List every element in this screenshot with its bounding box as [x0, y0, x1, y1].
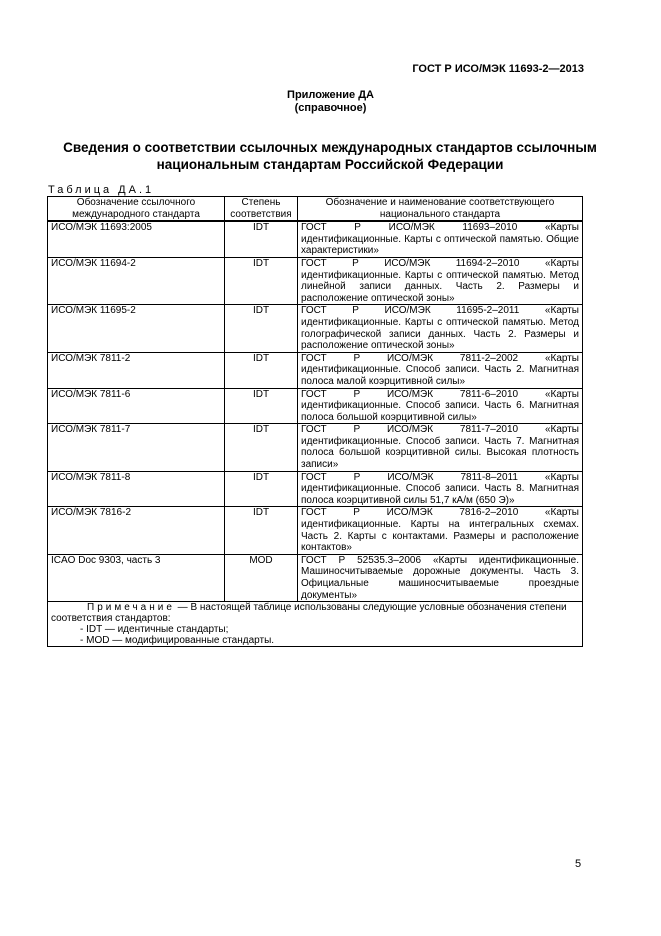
- cell-degree: IDT: [225, 221, 298, 257]
- cell-degree: IDT: [225, 257, 298, 304]
- cell-intl-standard: ИСО/МЭК 11695-2: [48, 305, 225, 352]
- cell-intl-standard: ИСО/МЭК 7811-8: [48, 471, 225, 507]
- cell-degree: IDT: [225, 471, 298, 507]
- table-row: [48, 507, 583, 554]
- cell-degree: IDT: [225, 305, 298, 352]
- table-row: [48, 221, 583, 257]
- table-caption: Таблица ДА.1: [48, 184, 155, 196]
- cell-national-standard: ГОСТ Р 52535.3–2006 «Карты идентификационные. Машиносчитываемые дорожные документы. Часть 3. Официальные машиносчитываемые проездные документы»: [298, 554, 583, 601]
- cell-national-standard: ГОСТ Р ИСО/МЭК 11694-2–2010 «Карты идентификационные. Карты с оптической памятью. Метод линейной записи данных. Часть 2. Размеры и расположение оптической зоны»: [298, 257, 583, 304]
- note-paragraph: [51, 602, 579, 624]
- cell-intl-standard: ИСО/МЭК 11694-2: [48, 257, 225, 304]
- page-title: [40, 139, 620, 173]
- cell-degree: IDT: [225, 388, 298, 424]
- table-row: [48, 424, 583, 471]
- cell-degree: MOD: [225, 554, 298, 601]
- note-item-idt: - IDT — идентичные стандарты;: [80, 624, 229, 636]
- appendix-heading: [0, 89, 661, 115]
- appendix-title: Приложение ДА: [287, 89, 374, 101]
- table-body: [48, 221, 583, 602]
- correspondence-table: [47, 196, 583, 647]
- cell-intl-standard: ICAO Doc 9303, часть 3: [48, 554, 225, 601]
- table-row: [48, 352, 583, 388]
- cell-degree: IDT: [225, 352, 298, 388]
- note-label: Примечание: [87, 602, 175, 614]
- note-text: — В настоящей таблице использованы следующие условные обозначения степени соответствия стандартов:: [51, 602, 567, 625]
- table-row: [48, 471, 583, 507]
- table-row: [48, 388, 583, 424]
- page-number: 5: [575, 858, 582, 870]
- cell-national-standard: ГОСТ Р ИСО/МЭК 11695-2–2011 «Карты идентификационные. Карты с оптической памятью. Метод голографической записи данных. Часть 2. Размеры и расположение оптической зоны»: [298, 305, 583, 352]
- cell-intl-standard: ИСО/МЭК 11693:2005: [48, 221, 225, 257]
- cell-national-standard: ГОСТ Р ИСО/МЭК 7811-7–2010 «Карты идентификационные. Способ записи. Часть 7. Магнитная полоса большой коэрцитивной силы. Высокая плотность записи»: [298, 424, 583, 471]
- table-row: [48, 554, 583, 601]
- cell-intl-standard: ИСО/МЭК 7811-7: [48, 424, 225, 471]
- table-header-row: [48, 197, 583, 222]
- cell-national-standard: ГОСТ Р ИСО/МЭК 7811-8–2011 «Карты идентификационные. Способ записи. Часть 8. Магнитная полоса коэрцитивной силы 51,7 кА/м (650 Э)»: [298, 471, 583, 507]
- cell-national-standard: ГОСТ Р ИСО/МЭК 11693–2010 «Карты идентификационные. Карты с оптической памятью. Общие характеристики»: [298, 221, 583, 257]
- header-intl-standard: Обозначение ссылочного международного стандарта: [48, 197, 225, 222]
- cell-national-standard: ГОСТ Р ИСО/МЭК 7816-2–2010 «Карты идентификационные. Карты на интегральных схемах. Часть 2. Карты с контактами. Размеры и расположение контактов»: [298, 507, 583, 554]
- page-title-line-2: национальным стандартам Российской Федерации: [156, 157, 504, 172]
- table-note: [48, 602, 583, 647]
- cell-degree: IDT: [225, 424, 298, 471]
- document-number: ГОСТ Р ИСО/МЭК 11693-2—2013: [412, 63, 584, 75]
- note-item-mod: - MOD — модифицированные стандарты.: [80, 635, 275, 647]
- page-title-line-1: Сведения о соответствии ссылочных международных стандартов ссылочным: [63, 140, 597, 155]
- cell-intl-standard: ИСО/МЭК 7816-2: [48, 507, 225, 554]
- cell-national-standard: ГОСТ Р ИСО/МЭК 7811-2–2002 «Карты идентификационные. Способ записи. Часть 2. Магнитная полоса малой коэрцитивной силы»: [298, 352, 583, 388]
- cell-intl-standard: ИСО/МЭК 7811-6: [48, 388, 225, 424]
- cell-degree: IDT: [225, 507, 298, 554]
- header-degree: Степень соответствия: [225, 197, 298, 222]
- table-note-row: [48, 602, 583, 647]
- cell-intl-standard: ИСО/МЭК 7811-2: [48, 352, 225, 388]
- header-national-standard: Обозначение и наименование соответствующего национального стандарта: [298, 197, 583, 222]
- cell-national-standard: ГОСТ Р ИСО/МЭК 7811-6–2010 «Карты идентификационные. Способ записи. Часть 6. Магнитная полоса большой коэрцитивной силы»: [298, 388, 583, 424]
- appendix-subtitle: (справочное): [294, 102, 367, 114]
- table-row: [48, 305, 583, 352]
- table-row: [48, 257, 583, 304]
